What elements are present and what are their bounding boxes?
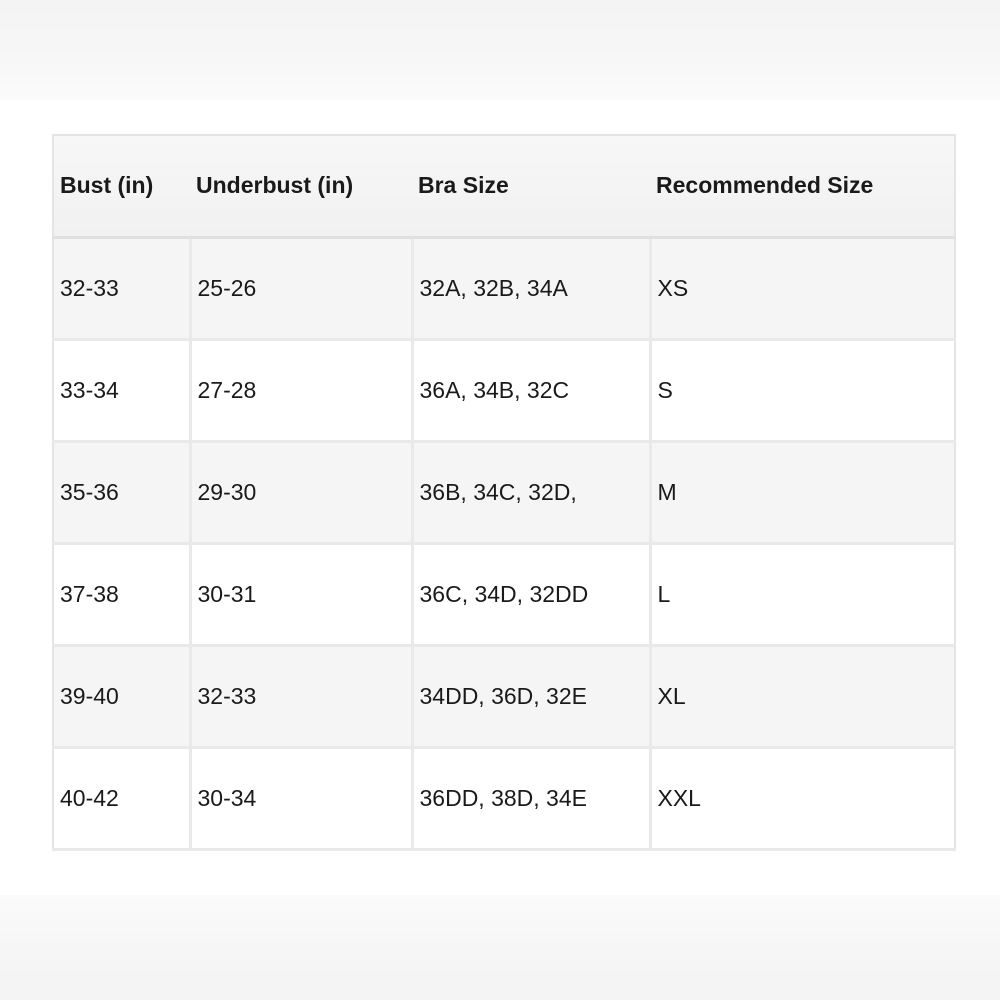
table-row: [53, 543, 955, 645]
size-chart-table: [52, 134, 956, 851]
cell-recommended-size: XS: [650, 237, 955, 339]
cell-bust: 32-33: [53, 237, 190, 339]
cell-recommended-size: S: [650, 339, 955, 441]
cell-underbust: 29-30: [190, 441, 412, 543]
table-row: [53, 237, 955, 339]
cell-recommended-size: XXL: [650, 747, 955, 849]
table-row: [53, 645, 955, 747]
cell-underbust: 25-26: [190, 237, 412, 339]
cell-underbust: 30-34: [190, 747, 412, 849]
cell-bra-size: 36DD, 38D, 34E: [412, 747, 650, 849]
cell-bra-size: 32A, 32B, 34A: [412, 237, 650, 339]
cell-underbust: 27-28: [190, 339, 412, 441]
bottom-band: [0, 895, 1000, 1000]
cell-bust: 40-42: [53, 747, 190, 849]
cell-underbust: 30-31: [190, 543, 412, 645]
cell-bra-size: 36A, 34B, 32C: [412, 339, 650, 441]
cell-underbust: 32-33: [190, 645, 412, 747]
cell-bust: 39-40: [53, 645, 190, 747]
cell-bra-size: 36C, 34D, 32DD: [412, 543, 650, 645]
header-bra-size: Bra Size: [412, 135, 650, 237]
cell-recommended-size: M: [650, 441, 955, 543]
header-underbust: Underbust (in): [190, 135, 412, 237]
cell-bra-size: 36B, 34C, 32D,: [412, 441, 650, 543]
cell-bust: 35-36: [53, 441, 190, 543]
cell-bust: 33-34: [53, 339, 190, 441]
cell-bra-size: 34DD, 36D, 32E: [412, 645, 650, 747]
cell-recommended-size: L: [650, 543, 955, 645]
cell-bust: 37-38: [53, 543, 190, 645]
table-row: [53, 747, 955, 849]
table-row: [53, 339, 955, 441]
header-row: [53, 135, 955, 237]
cell-recommended-size: XL: [650, 645, 955, 747]
table-row: [53, 441, 955, 543]
top-band: [0, 0, 1000, 100]
header-bust: Bust (in): [53, 135, 190, 237]
header-recommended-size: Recommended Size: [650, 135, 955, 237]
